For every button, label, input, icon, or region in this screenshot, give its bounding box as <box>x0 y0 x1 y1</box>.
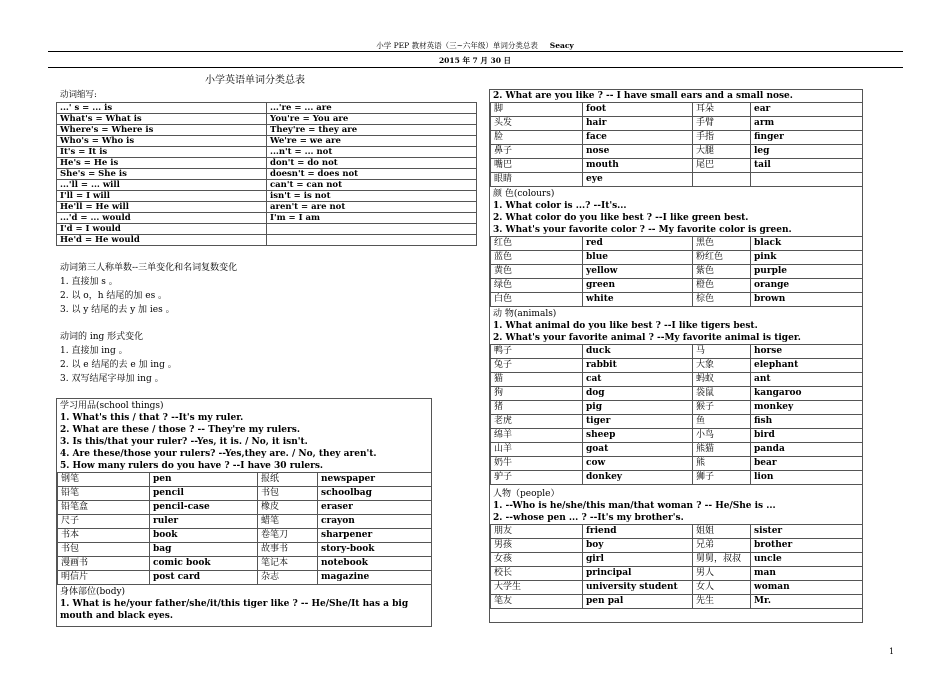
animal-word-cell: 猪 <box>491 401 583 415</box>
school-word-cell: eraser <box>318 501 432 515</box>
school-word-cell: 书本 <box>58 529 150 543</box>
people-word-row <box>491 553 863 567</box>
body-word-cell: foot <box>583 103 693 117</box>
contraction-cell: ...n't = ... not <box>267 147 477 158</box>
people-word-cell: 男孩 <box>491 539 583 553</box>
contraction-row <box>57 136 477 147</box>
contraction-cell <box>267 224 477 235</box>
contraction-cell: They're = they are <box>267 125 477 136</box>
school-word-cell: ruler <box>150 515 258 529</box>
body-word-cell <box>693 173 751 187</box>
people-word-row <box>491 581 863 595</box>
school-word-cell: 报纸 <box>258 473 318 487</box>
people-word-cell: uncle <box>751 553 863 567</box>
animal-word-cell: cat <box>583 373 693 387</box>
colours-sentence: 1. What color is ...? --It's... <box>493 201 627 211</box>
colour-word-cell: 蓝色 <box>491 251 583 265</box>
body-word-cell: 手臂 <box>693 117 751 131</box>
third-person-title: 动词第三人称单数--三单变化和名词复数变化 <box>60 263 238 273</box>
body-word-cell: hair <box>583 117 693 131</box>
colour-word-cell: black <box>751 237 863 251</box>
colour-word-cell: brown <box>751 293 863 307</box>
school-word-cell: 蜡笔 <box>258 515 318 529</box>
animal-word-cell: dog <box>583 387 693 401</box>
contraction-cell: I'm = I am <box>267 213 477 224</box>
body-word-cell: 头发 <box>491 117 583 131</box>
third-person-rule: 1. 直接加 s 。 <box>60 277 118 287</box>
body-word-cell: 耳朵 <box>693 103 751 117</box>
animal-word-row <box>491 429 863 443</box>
body-word-cell: 眼睛 <box>491 173 583 187</box>
page-header <box>0 40 950 51</box>
school-word-cell: post card <box>150 571 258 585</box>
colour-word-cell: green <box>583 279 693 293</box>
ing-rule: 2. 以 e 结尾的去 e 加 ing 。 <box>60 360 177 370</box>
animal-word-cell: 鱼 <box>693 415 751 429</box>
animal-word-cell: 小鸟 <box>693 429 751 443</box>
colour-word-cell: 橙色 <box>693 279 751 293</box>
school-word-cell: crayon <box>318 515 432 529</box>
animal-word-cell: donkey <box>583 471 693 485</box>
school-things-section <box>56 398 432 627</box>
colour-word-row <box>491 265 863 279</box>
animal-word-cell: kangaroo <box>751 387 863 401</box>
people-word-row <box>491 525 863 539</box>
people-word-cell: 兄弟 <box>693 539 751 553</box>
header-author: Seacy <box>549 41 574 50</box>
animal-word-cell: ant <box>751 373 863 387</box>
school-word-cell: magazine <box>318 571 432 585</box>
animal-word-cell: 狗 <box>491 387 583 401</box>
animal-word-cell: 奶牛 <box>491 457 583 471</box>
school-word-cell: 尺子 <box>58 515 150 529</box>
contraction-cell: He'll = He will <box>57 202 267 213</box>
animal-word-cell: tiger <box>583 415 693 429</box>
body-word-cell: 大腿 <box>693 145 751 159</box>
contraction-cell: He'd = He would <box>57 235 267 246</box>
body-word-cell: 鼻子 <box>491 145 583 159</box>
colour-word-cell: 绿色 <box>491 279 583 293</box>
school-word-row <box>58 487 432 501</box>
animal-word-row <box>491 471 863 485</box>
contraction-cell: It's = It is <box>57 147 267 158</box>
school-word-cell: 杂志 <box>258 571 318 585</box>
school-word-cell: pen <box>150 473 258 487</box>
animal-word-cell: duck <box>583 345 693 359</box>
contraction-cell: ...'ll = ... will <box>57 180 267 191</box>
contraction-row <box>57 224 477 235</box>
colour-word-cell: 黑色 <box>693 237 751 251</box>
contraction-row <box>57 213 477 224</box>
animal-word-cell: 狮子 <box>693 471 751 485</box>
body-word-row <box>491 145 863 159</box>
people-word-cell: girl <box>583 553 693 567</box>
body-word-cell: 脸 <box>491 131 583 145</box>
people-words-table <box>490 524 863 609</box>
people-sentence: 1. --Who is he/she/this man/that woman ? -- He/She is ... <box>493 501 776 511</box>
body-word-row <box>491 103 863 117</box>
colour-word-cell: 黄色 <box>491 265 583 279</box>
contractions-table <box>56 102 477 246</box>
people-word-cell: 女人 <box>693 581 751 595</box>
animal-word-cell: 熊 <box>693 457 751 471</box>
contraction-cell: isn't = is not <box>267 191 477 202</box>
body-word-cell: eye <box>583 173 693 187</box>
animal-word-cell: panda <box>751 443 863 457</box>
animal-word-cell: 蚂蚁 <box>693 373 751 387</box>
people-word-cell: Mr. <box>751 595 863 609</box>
contraction-row <box>57 158 477 169</box>
colour-word-cell: 白色 <box>491 293 583 307</box>
animal-word-cell: 驴子 <box>491 471 583 485</box>
people-word-cell: 朋友 <box>491 525 583 539</box>
contraction-cell: ...'d = ... would <box>57 213 267 224</box>
school-word-cell: 橡皮 <box>258 501 318 515</box>
colour-word-cell: purple <box>751 265 863 279</box>
people-word-cell: 女孩 <box>491 553 583 567</box>
animal-word-cell: monkey <box>751 401 863 415</box>
people-word-cell: 姐姐 <box>693 525 751 539</box>
body-word-cell: arm <box>751 117 863 131</box>
school-word-cell: book <box>150 529 258 543</box>
contraction-cell: don't = do not <box>267 158 477 169</box>
school-word-cell: 漫画书 <box>58 557 150 571</box>
animal-word-cell: sheep <box>583 429 693 443</box>
school-sentence: 1. What's this / that ? --It's my ruler. <box>60 413 244 423</box>
animal-word-row <box>491 345 863 359</box>
animal-word-row <box>491 359 863 373</box>
people-word-cell: 笔友 <box>491 595 583 609</box>
colour-word-row <box>491 237 863 251</box>
contraction-cell: I'd = I would <box>57 224 267 235</box>
school-word-cell: notebook <box>318 557 432 571</box>
contraction-row <box>57 114 477 125</box>
contraction-cell: doesn't = does not <box>267 169 477 180</box>
school-word-row <box>58 571 432 585</box>
body-word-cell: ear <box>751 103 863 117</box>
header-rule-top <box>48 51 903 52</box>
people-word-cell: man <box>751 567 863 581</box>
body-sentence-2: 2. What are you like ? -- I have small ears and a small nose. <box>493 91 793 101</box>
third-person-rule: 2. 以 o，h 结尾的加 es 。 <box>60 291 168 301</box>
animal-word-cell: 熊猫 <box>693 443 751 457</box>
animal-word-cell: pig <box>583 401 693 415</box>
school-sentence: 4. Are these/those your rulers? --Yes,they are. / No, they aren't. <box>60 449 377 459</box>
body-title: 身体部位(body) <box>60 587 126 597</box>
contraction-cell: ...'re = ... are <box>267 103 477 114</box>
people-word-cell: 校长 <box>491 567 583 581</box>
contraction-cell: She's = She is <box>57 169 267 180</box>
colours-sentence: 3. What's your favorite color ? -- My favorite color is green. <box>493 225 792 235</box>
school-word-cell: pencil-case <box>150 501 258 515</box>
school-word-cell: comic book <box>150 557 258 571</box>
contraction-cell: We're = we are <box>267 136 477 147</box>
school-sentence: 3. Is this/that your ruler? --Yes, it is. / No, it isn't. <box>60 437 308 447</box>
page-number: 1 <box>889 647 895 656</box>
ing-rule: 3. 双写结尾字母加 ing 。 <box>60 374 164 384</box>
animal-word-cell: lion <box>751 471 863 485</box>
header-date: 2015 年 7 月 30 日 <box>438 56 512 65</box>
school-sentence: 5. How many rulers do you have ? --I have 30 rulers. <box>60 461 324 471</box>
contractions-title: 动词缩写: <box>60 90 97 100</box>
animal-word-row <box>491 443 863 457</box>
animals-words-table <box>490 344 863 485</box>
people-word-row <box>491 595 863 609</box>
body-sentence: 1. What is he/your father/she/it/this tiger like ? -- He/She/It has a big mouth and black eyes. <box>60 599 409 621</box>
animal-word-cell: 马 <box>693 345 751 359</box>
animal-word-row <box>491 373 863 387</box>
colours-sentence: 2. What color do you like best ? --I like green best. <box>493 213 749 223</box>
school-word-cell: 铅笔盒 <box>58 501 150 515</box>
contraction-row <box>57 147 477 158</box>
animal-word-cell: rabbit <box>583 359 693 373</box>
contraction-cell: He's = He is <box>57 158 267 169</box>
people-word-cell: boy <box>583 539 693 553</box>
contraction-cell: can't = can not <box>267 180 477 191</box>
school-word-row <box>58 473 432 487</box>
school-things-title: 学习用品(school things) <box>60 401 164 411</box>
animal-word-cell: 山羊 <box>491 443 583 457</box>
school-word-cell: pencil <box>150 487 258 501</box>
body-word-row <box>491 131 863 145</box>
people-word-cell: woman <box>751 581 863 595</box>
header-title: 小学 PEP 教材英语（三~六年级）单词分类总表 <box>376 41 538 50</box>
body-word-cell: 尾巴 <box>693 159 751 173</box>
body-word-row <box>491 159 863 173</box>
school-word-cell: 钢笔 <box>58 473 150 487</box>
people-word-cell: 舅舅，叔叔 <box>693 553 751 567</box>
animals-sentence: 2. What's your favorite animal ? --My favorite animal is tiger. <box>493 333 801 343</box>
school-word-cell: 故事书 <box>258 543 318 557</box>
contraction-cell: Where's = Where is <box>57 125 267 136</box>
school-word-cell: sharpener <box>318 529 432 543</box>
colour-word-cell: 粉红色 <box>693 251 751 265</box>
colour-word-cell: white <box>583 293 693 307</box>
body-words-table <box>490 102 863 187</box>
school-word-row <box>58 543 432 557</box>
ing-title: 动词的 ing 形式变化 <box>60 332 144 342</box>
animals-sentence: 1. What animal do you like best ? --I like tigers best. <box>493 321 758 331</box>
contraction-cell: I'll = I will <box>57 191 267 202</box>
animal-word-row <box>491 401 863 415</box>
people-word-row <box>491 539 863 553</box>
colours-words-table <box>490 236 863 307</box>
school-sentence: 2. What are these / those ? -- They're my rulers. <box>60 425 300 435</box>
colour-word-cell: 紫色 <box>693 265 751 279</box>
body-word-cell: finger <box>751 131 863 145</box>
people-word-cell: brother <box>751 539 863 553</box>
animal-word-cell: 绵羊 <box>491 429 583 443</box>
animal-word-row <box>491 415 863 429</box>
body-word-cell <box>751 173 863 187</box>
colour-word-row <box>491 251 863 265</box>
third-person-rule: 3. 以 y 结尾的去 y 加 ies 。 <box>60 305 175 315</box>
animal-word-cell: 猫 <box>491 373 583 387</box>
school-words-table <box>57 472 432 585</box>
colour-word-cell: orange <box>751 279 863 293</box>
body-word-cell: 脚 <box>491 103 583 117</box>
body-word-cell: face <box>583 131 693 145</box>
colour-word-row <box>491 293 863 307</box>
contraction-cell: Who's = Who is <box>57 136 267 147</box>
body-word-row <box>491 117 863 131</box>
colour-word-cell: yellow <box>583 265 693 279</box>
school-word-cell: newspaper <box>318 473 432 487</box>
contraction-row <box>57 169 477 180</box>
contraction-cell <box>267 235 477 246</box>
body-word-cell: 手指 <box>693 131 751 145</box>
contraction-row <box>57 191 477 202</box>
body-word-cell: nose <box>583 145 693 159</box>
people-word-cell: sister <box>751 525 863 539</box>
animal-word-cell: 老虎 <box>491 415 583 429</box>
people-word-cell: university student <box>583 581 693 595</box>
school-word-cell: 笔记本 <box>258 557 318 571</box>
colour-word-cell: 棕色 <box>693 293 751 307</box>
body-word-cell: tail <box>751 159 863 173</box>
contraction-row <box>57 125 477 136</box>
ing-rule: 1. 直接加 ing 。 <box>60 346 128 356</box>
colour-word-cell: pink <box>751 251 863 265</box>
animal-word-cell: 袋鼠 <box>693 387 751 401</box>
school-word-cell: 书包 <box>258 487 318 501</box>
colour-word-row <box>491 279 863 293</box>
contraction-cell: You're = You are <box>267 114 477 125</box>
people-word-cell: 男人 <box>693 567 751 581</box>
animal-word-cell: elephant <box>751 359 863 373</box>
colour-word-cell: blue <box>583 251 693 265</box>
animal-word-cell: cow <box>583 457 693 471</box>
people-word-row <box>491 567 863 581</box>
doc-title: 小学英语单词分类总表 <box>205 75 305 86</box>
body-word-cell: mouth <box>583 159 693 173</box>
people-title: 人物（people） <box>493 489 560 499</box>
animal-word-cell: horse <box>751 345 863 359</box>
body-word-cell: 嘴巴 <box>491 159 583 173</box>
school-word-cell: 铅笔 <box>58 487 150 501</box>
school-word-row <box>58 501 432 515</box>
people-word-cell: principal <box>583 567 693 581</box>
animal-word-cell: bear <box>751 457 863 471</box>
school-word-row <box>58 529 432 543</box>
people-word-cell: 大学生 <box>491 581 583 595</box>
people-word-cell: friend <box>583 525 693 539</box>
people-word-cell: 先生 <box>693 595 751 609</box>
animals-title: 动 物(animals) <box>493 309 557 319</box>
animal-word-row <box>491 457 863 471</box>
animal-word-cell: 大象 <box>693 359 751 373</box>
header-rule-bottom <box>48 67 903 68</box>
animal-word-row <box>491 387 863 401</box>
school-word-row <box>58 515 432 529</box>
school-word-cell: schoolbag <box>318 487 432 501</box>
contraction-cell: aren't = are not <box>267 202 477 213</box>
contraction-row <box>57 103 477 114</box>
contraction-cell: ...' s = ... is <box>57 103 267 114</box>
school-word-row <box>58 557 432 571</box>
colour-word-cell: red <box>583 237 693 251</box>
body-word-row <box>491 173 863 187</box>
school-word-cell: 卷笔刀 <box>258 529 318 543</box>
body-word-cell: leg <box>751 145 863 159</box>
people-word-cell: pen pal <box>583 595 693 609</box>
animal-word-cell: goat <box>583 443 693 457</box>
contraction-cell: What's = What is <box>57 114 267 125</box>
contraction-row <box>57 180 477 191</box>
colours-title: 颜 色(colours) <box>493 189 555 199</box>
animal-word-cell: 兔子 <box>491 359 583 373</box>
animal-word-cell: 猴子 <box>693 401 751 415</box>
school-word-cell: story-book <box>318 543 432 557</box>
school-word-cell: 明信片 <box>58 571 150 585</box>
colour-word-cell: 红色 <box>491 237 583 251</box>
people-sentence: 2. --whose pen ... ? --It's my brother's. <box>493 513 684 523</box>
animal-word-cell: 鸭子 <box>491 345 583 359</box>
school-word-cell: bag <box>150 543 258 557</box>
right-column <box>489 89 863 623</box>
animal-word-cell: bird <box>751 429 863 443</box>
contraction-row <box>57 202 477 213</box>
contraction-row <box>57 235 477 246</box>
animal-word-cell: fish <box>751 415 863 429</box>
school-word-cell: 书包 <box>58 543 150 557</box>
